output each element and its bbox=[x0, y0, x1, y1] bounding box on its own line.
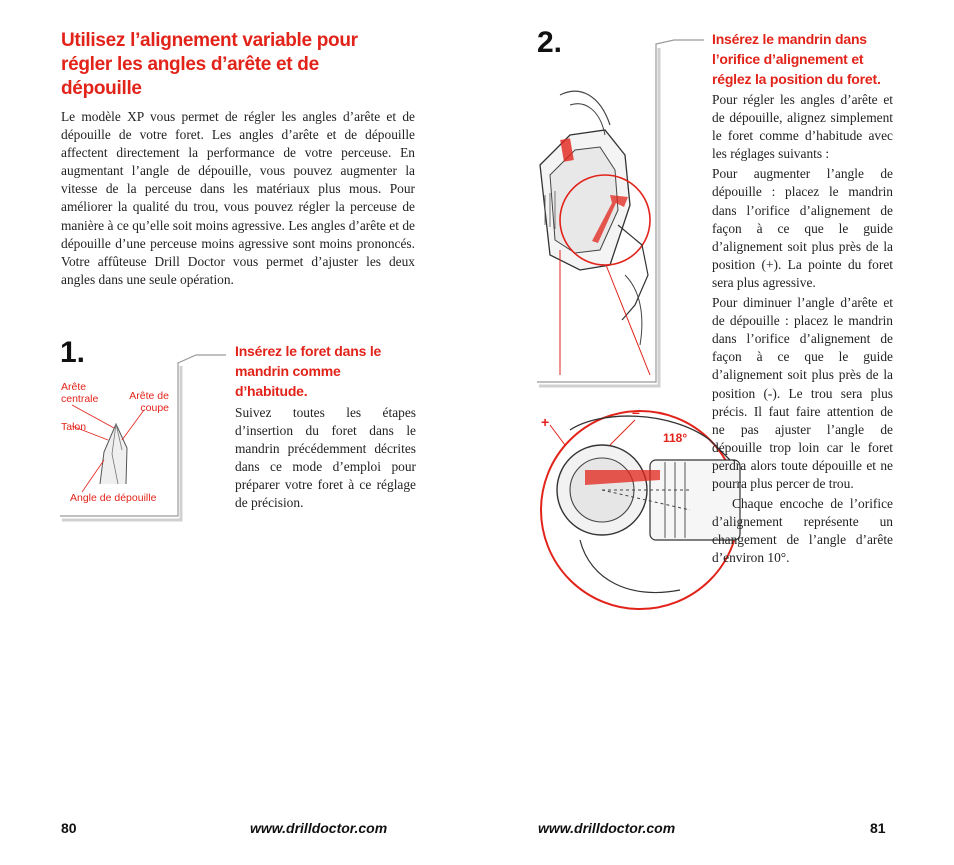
footer-url-left[interactable]: www.drilldoctor.com bbox=[250, 820, 388, 836]
page-number-right: 81 bbox=[870, 820, 886, 836]
step2-paragraph-3: Pour diminuer l’angle d’arête et de dépouille : placez le mandrin dans l’orifice d’alignement de façon à ce que le guide d’alignement soit plus près de la position (-). Le trou sera plus précis. Il faut faire attention de ne pas ajuster l’angle de dépouille trop loin car le foret perdra alors toute dépouille et ne pourra plus percer de trou. bbox=[712, 295, 893, 491]
step1-body: Suivez toutes les étapes d’insertion du foret dans le mandrin précédemment décrites dans ce mode d’emploi pour préparer votre foret à ce réglage de précision. bbox=[235, 405, 416, 511]
step1-number: 1. bbox=[60, 336, 86, 369]
label-talon: Talon bbox=[61, 421, 87, 433]
footer-url-right[interactable]: www.drilldoctor.com bbox=[538, 820, 676, 836]
step2-title: Insérez le mandrin dans l’orifice d’alignement et réglez la position du foret. bbox=[712, 31, 881, 87]
step2-paragraph-4: Chaque encoche de l’orifice d’alignement représente un changement de l’angle d’arête d’environ 10°. bbox=[712, 496, 893, 566]
step2-paragraph-1: Pour régler les angles d’arête et de dépouille, alignez simplement le foret comme d’habitude avec les réglages suivants : bbox=[712, 92, 893, 162]
intro-paragraph: Le modèle XP vous permet de régler les angles d’arête et de dépouille de votre foret. Les angles d’arête et de dépouille affectent directement la performance de votre perceuse. En augmentant l’angle de dépouille, vous pouvez augmenter la vitesse de la perceuse dans les matériaux plus mous. Pour améliorer la qualité du trou, vous pouvez régler la perceuse de manière à ce qu’elle soit moins agressive. Les angles d’arête et de dépouille d’une perceuse moins agressive sont moins prononcés. Votre affûteuse Drill Doctor vous permet d’ajuster les deux angles dans une seule opération. bbox=[61, 109, 415, 287]
angle-118-label: 118° bbox=[663, 431, 688, 445]
section-heading: Utilisez l’alignement variable pour régler les angles d’arête et de dépouille bbox=[61, 30, 358, 99]
machine-illustration bbox=[530, 75, 660, 375]
step2-body bbox=[712, 91, 893, 569]
page-number-left: 80 bbox=[61, 820, 77, 836]
step2-paragraph-2: Pour augmenter l’angle de dépouille : placez le mandrin dans l’orifice d’alignement de façon à ce que le guide d’alignement soit plus près de la position (+). La pointe du foret sera plus agressive. bbox=[712, 166, 893, 290]
plus-position-label: + bbox=[541, 414, 550, 430]
minus-position-label: – bbox=[632, 404, 640, 420]
step1-title: Insérez le foret dans le mandrin comme d’habitude. bbox=[235, 343, 382, 399]
label-arete-centrale: Arête centrale bbox=[61, 381, 99, 405]
label-arete-de-coupe: Arête de coupe bbox=[129, 390, 169, 414]
label-angle-depouille: Angle de dépouille bbox=[70, 492, 157, 504]
step2-number: 2. bbox=[537, 26, 563, 59]
